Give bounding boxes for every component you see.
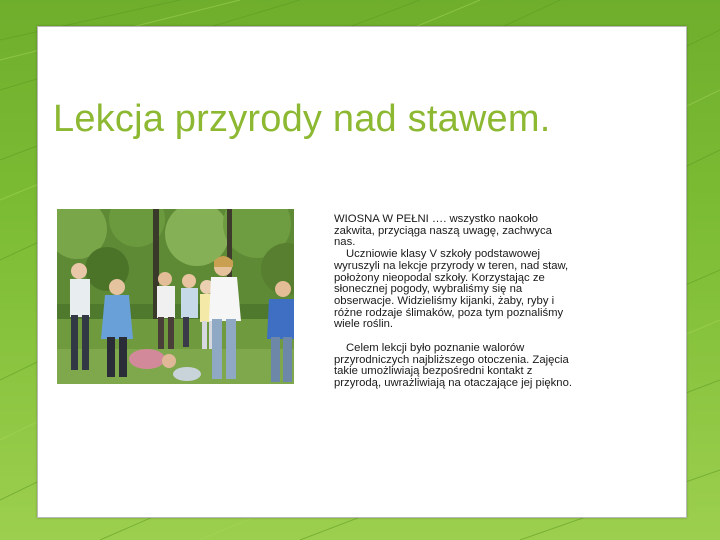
lesson-description: [334, 214, 574, 390]
paragraph-intro: WIOSNA W PEŁNI …. wszystko naokoło zakwita, przyciąga naszą uwagę, zachwyca nas.: [334, 213, 552, 249]
paragraph-goal: Celem lekcji było poznanie walorów przyrodniczych najbliższego otoczenia. Zajęcia takie umożliwiają bezpośredni kontakt z przyrodą, uwrażliwiają na otaczające jej piękno.: [334, 342, 572, 390]
nature-lesson-photo: [57, 209, 294, 384]
paragraph-trip: Uczniowie klasy V szkoły podstawowej wyruszyli na lekcje przyrody w teren, nad staw, położony nieopodal szkoły. Korzystając ze słonecznej pogody, wybraliśmy się na obserwacje. Widzieliśmy kijanki, żaby, ryby i różne rodzaje ślimaków, poza tym poznaliśmy wiele roślin.: [334, 248, 569, 331]
slide-title: Lekcja przyrody nad stawem.: [53, 98, 551, 140]
